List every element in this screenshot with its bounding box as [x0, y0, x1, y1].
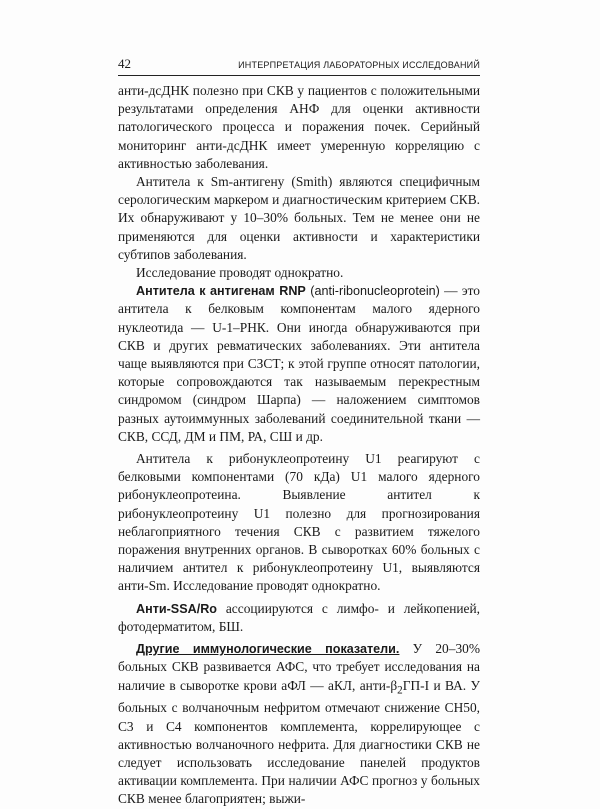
body-text	[118, 82, 480, 809]
page-number: 42	[118, 56, 131, 71]
other-indicators-heading: Другие иммунологические показатели.	[136, 642, 400, 657]
other-indicators-text-b: ГП-I и ВА. У больных с волчаночным нефритом отмечают снижение СН50, С3 и С4 компонентов комплемента, коррелирующее с активностью волчаночного нефрита. Для диагностики СКВ не следует использовать исследование панелей продуктов активации комплемента. При наличии АФС прогноз у больных СКВ менее благоприятен; выжи-	[118, 677, 480, 807]
ssa-ro-heading: Анти-SSA/Ro	[136, 601, 217, 616]
rnp-text: — это антитела к белковым компонентам малого ядерного нуклеотида — U-1–РНК. Они иногда обнаруживаются при СКВ и других ревматических заболеваниях. Эти антитела чаще выявляются при СЗСТ; к этой группе относят патологии, которые сопровождаются так называемым перекрестным синдромом (синдром Шарпа) — наложением симптомов разных аутоиммунных заболеваний соединительной ткани — СКВ, ССД, ДМ и ПМ, РА, СШ и др.	[118, 283, 480, 444]
running-title: ИНТЕРПРЕТАЦИЯ ЛАБОРАТОРНЫХ ИССЛЕДОВАНИЙ	[238, 60, 480, 70]
beta-subscript: 2	[397, 684, 403, 697]
paragraph-rnp	[118, 282, 480, 446]
other-indicators-text-a: У 20–30% больных СКВ развивается АФС, что требует исследования на наличие в сыворотке крови аФЛ — аКЛ, анти-β	[118, 641, 480, 693]
paragraph-ssa-ro	[118, 600, 480, 636]
rnp-english-term: (anti-ribonucleoprotein)	[305, 284, 440, 299]
paragraph-anti-dsdna: анти-дсДНК полезно при СКВ у пациентов с положительными результатами определения АНФ для оценки активности патологического процесса и поражения почек. Серийный мониторинг анти-дсДНК имеет умеренную корреляцию с активностью заболевания.	[118, 83, 480, 171]
paragraph-anti-sm: Антитела к Sm-антигену (Smith) являются специфичным серологическим маркером и диагностическим критерием СКВ. Их обнаруживают у 10–30% больных. Тем не менее они не применяются для оценки активности и характеристики субтипов заболевания.	[118, 174, 480, 262]
paragraph-other-immunology	[118, 640, 480, 809]
rnp-heading: Антитела к антигенам RNP	[136, 284, 306, 299]
paragraph-u1-rnp: Антитела к рибонуклеопротеину U1 реагируют с белковыми компонентами (70 кДа) U1 малого ядерного рибонуклеопротеина. Выявление антител к рибонуклеопротеину U1 полезно для прогнозирования неблагоприятного течения СКВ с развитием тяжелого поражения внутренних органов. В сыворотках 60% больных с наличием антител к рибонуклеопротеину U1, выявляются анти-Sm. Исследование проводят однократно.	[118, 451, 480, 594]
paragraph-single-test-note: Исследование проводят однократно.	[136, 265, 344, 281]
ssa-ro-text: ассоциируются с лимфо- и лейкопенией, фотодерматитом, БШ.	[118, 600, 480, 634]
page-header	[118, 56, 480, 76]
